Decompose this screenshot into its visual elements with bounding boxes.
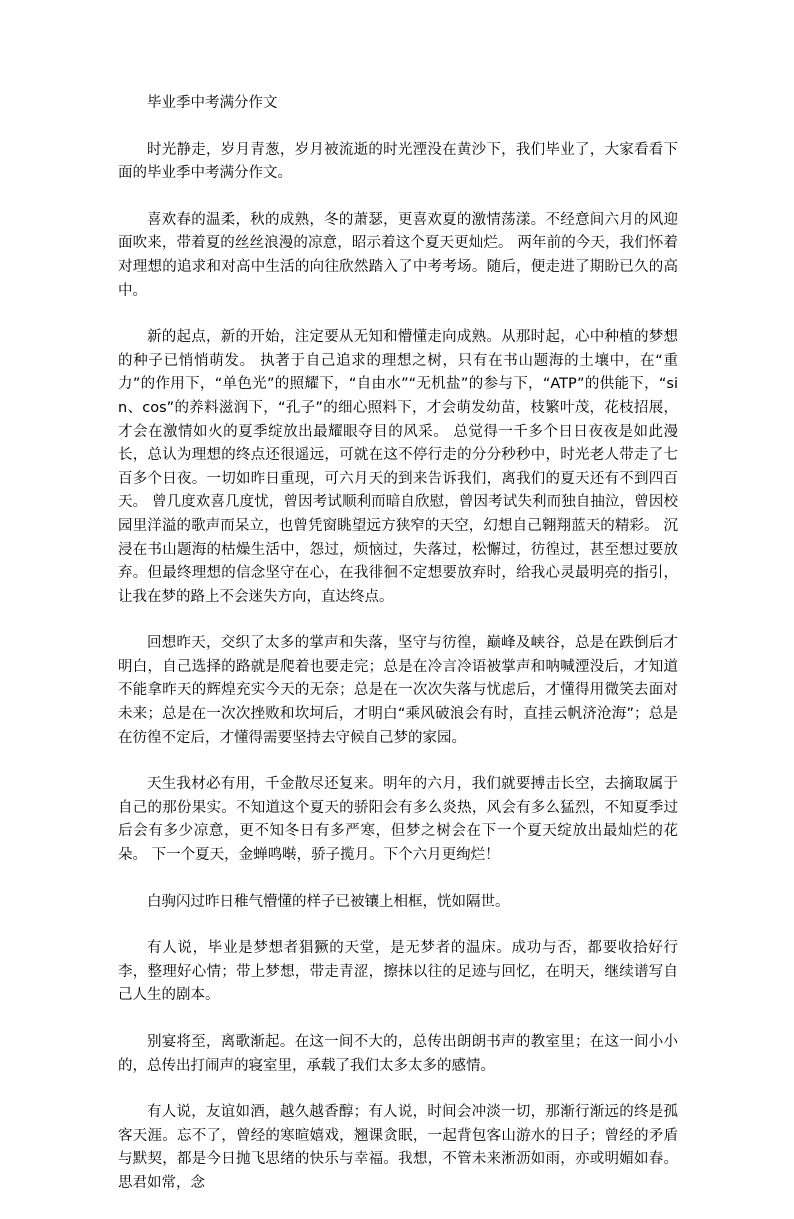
paragraph-9: 有人说，友谊如酒，越久越香醇；有人说，时间会冲淡一切，那渐行渐远的终是孤客天涯。忘不了，曾经的寒暄嬉戏，翘课贪眠，一起背包客山游水的日子；曾经的矛盾与默契，都是今日抛飞思绪的快乐与幸福。我想，不管未来淅沥如雨，亦或明媚如春。思君如常，念 — [118, 1104, 678, 1191]
paragraph-5: 天生我材必有用，千金散尽还复来。明年的六月，我们就要搏击长空，去摘取属于自己的那份果实。不知道这个夏天的骄阳会有多么炎热，风会有多么猛烈，不知夏季过后会有多少凉意，更不知冬日有多严寒，但梦之树会在下一个夏天绽放出最灿烂的花朵。 下一个夏天，金蝉鸣啭，骄子揽月。下个六月更绚烂！ — [118, 776, 678, 864]
paragraph-2: 喜欢春的温柔，秋的成熟，冬的萧瑟，更喜欢夏的激情荡漾。不经意间六月的风迎面吹来，带着夏的丝丝浪漫的凉意，昭示着这个夏天更灿烂。 两年前的今天，我们怀着对理想的追求和对高中生活的向往欣然踏入了中考考场。随后，便走进了期盼已久的高中。 — [118, 211, 678, 299]
paragraph-4: 回想昨天，交织了太多的掌声和失落，坚守与彷徨，巅峰及峡谷，总是在跌倒后才明白，自己选择的路就是爬着也要走完；总是在冷言冷语被掌声和呐喊湮没后，才知道不能拿昨天的辉煌充实今天的无奈；总是在一次次失落与忧虑后，才懂得用微笑去面对未来；总是在一次次挫败和坎坷后，才明白“乘风破浪会有时，直挂云帆济沧海”；总是在彷徨不定后，才懂得需要坚持去守候自己梦的家园。 — [118, 635, 678, 746]
paragraph-8: 别宴将至，离歌渐起。在这一间不大的，总传出朗朗书声的教室里；在这一间小小的，总传出打闹声的寝室里，承载了我们太多太多的感情。 — [118, 1034, 678, 1074]
paragraph-3: 新的起点，新的开始，注定要从无知和懵懂走向成熟。从那时起，心中种植的梦想的种子已悄悄萌发。 执著于自己追求的理想之树，只有在书山题海的土壤中，在“重力”的作用下，“单色光”的照耀下，“自由水”“无机盐”的参与下，“ATP”的供能下，“sin、cos”的养料滋润下，“孔子”的细心照料下，才会萌发幼苗，枝繁叶茂，花枝招展，才会在激情如火的夏季绽放出最耀眼夺目的风采。 总觉得一千多个日日夜夜是如此漫长，总认为理想的终点还很遥远，可就在这不停行走的分分秒秒中，时光老人带走了七百多个日夜。一切如昨日重现，可六月天的到来告诉我们，离我们的夏天还有不到四百天。 曾几度欢喜几度忧，曾因考试顺利而暗自欣慰，曾因考试失利而独自抽泣，曾因校园里洋溢的歌声而呆立，也曾凭窗眺望远方狭窄的天空，幻想自己翱翔蓝天的精彩。 沉浸在书山题海的枯燥生活中，怨过，烦恼过，失落过，松懈过，彷徨过，甚至想过要放弃。但最终理想的信念坚守在心，在我徘徊不定想要放弃时，给我心灵最明亮的指引，让我在梦的路上不会迷失方向，直达终点。 — [118, 329, 678, 605]
paragraph-6: 白驹闪过昨日稚气懵懂的样子已被镶上相框，恍如隔世。 — [147, 893, 510, 910]
document-page — [118, 92, 678, 1219]
document-title: 毕业季中考满分作文 — [147, 95, 278, 111]
paragraph-7: 有人说，毕业是梦想者猖獗的天堂，是无梦者的温床。成功与否，都要收拾好行李，整理好心情；带上梦想，带走青涩，擦抹以往的足迹与回忆，在明天，继续谱写自己人生的剧本。 — [118, 940, 678, 1004]
paragraph-1: 时光静走，岁月青葱，岁月被流逝的时光湮没在黄沙下，我们毕业了，大家看看下面的毕业季中考满分作文。 — [118, 141, 678, 182]
